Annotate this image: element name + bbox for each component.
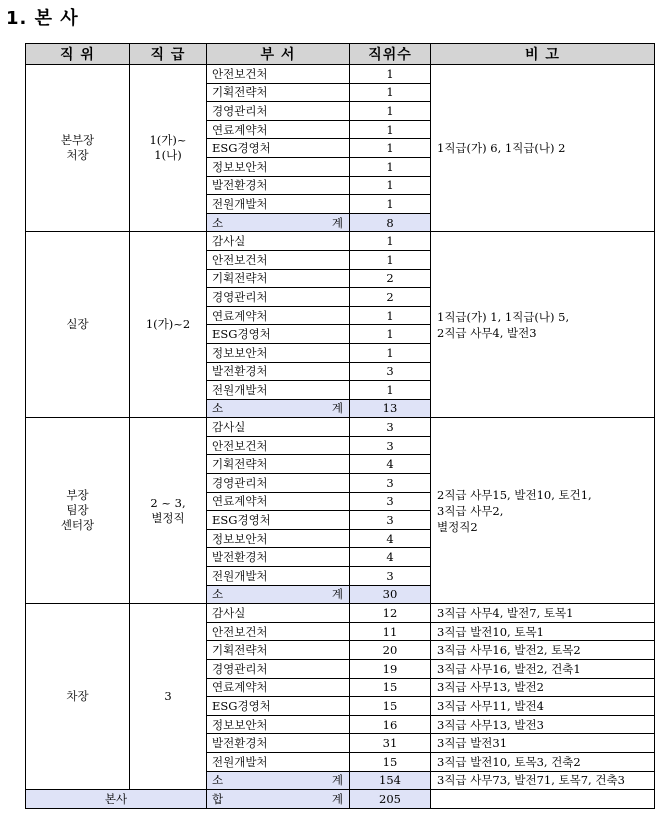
count-cell: 1 [350,102,431,121]
dept-cell: 감사실 [207,604,350,623]
dept-cell: 전원개발처 [207,381,350,400]
grade-cell: 2 ~ 3, 별정직 [130,418,207,604]
note-cell: 3직급 사무16, 발전2, 건축1 [431,660,655,679]
count-cell: 2 [350,288,431,307]
count-cell: 1 [350,83,431,102]
count-cell: 4 [350,529,431,548]
subtotal-label-b: 계 [331,401,343,416]
dept-cell: 안전보건처 [207,436,350,455]
grade-cell: 1(가)~ 1(나) [130,65,207,232]
dept-cell: 연료계약처 [207,306,350,325]
subtotal-label-a: 소 [212,773,224,788]
note-cell: 3직급 사무4, 발전7, 토목1 [431,604,655,623]
total-note [431,790,655,809]
header-note: 비 고 [431,44,655,65]
note-cell: 3직급 발전10, 토목3, 건축2 [431,752,655,771]
subtotal-label-a: 합 [212,791,224,806]
count-cell: 1 [350,65,431,84]
dept-cell: 연료계약처 [207,678,350,697]
count-cell: 4 [350,548,431,567]
count-cell: 3 [350,362,431,381]
dept-cell: 정보보안처 [207,157,350,176]
subtotal-label [207,585,350,604]
dept-cell: ESG경영처 [207,511,350,530]
count-cell: 4 [350,455,431,474]
dept-cell: 기획전략처 [207,455,350,474]
total-row [26,790,655,809]
dept-cell: 감사실 [207,418,350,437]
dept-cell: 전원개발처 [207,752,350,771]
subtotal-label [207,771,350,790]
subtotal-note: 3직급 사무73, 발전71, 토목7, 건축3 [431,771,655,790]
count-cell: 15 [350,752,431,771]
grade-cell: 1(가)~2 [130,232,207,418]
dept-cell: 정보보안처 [207,715,350,734]
subtotal-label [207,213,350,232]
dept-cell: 기획전략처 [207,269,350,288]
count-cell: 1 [350,381,431,400]
count-cell: 31 [350,734,431,753]
dept-cell: 경영관리처 [207,288,350,307]
dept-cell: 안전보건처 [207,65,350,84]
subtotal-label-a: 소 [212,587,224,602]
subtotal-count: 13 [350,399,431,418]
position-cell: 본부장 처장 [26,65,130,232]
total-count: 205 [350,790,431,809]
dept-cell: 안전보건처 [207,250,350,269]
dept-cell: 경영관리처 [207,102,350,121]
dept-cell: 발전환경처 [207,176,350,195]
count-cell: 1 [350,195,431,214]
table-row [26,418,655,437]
subtotal-label-b: 계 [331,773,343,788]
dept-cell: 전원개발처 [207,195,350,214]
count-cell: 3 [350,511,431,530]
count-cell: 1 [350,250,431,269]
count-cell: 3 [350,492,431,511]
note-cell: 1직급(가) 6, 1직급(나) 2 [431,65,655,232]
dept-cell: 경영관리처 [207,474,350,493]
count-cell: 2 [350,269,431,288]
dept-cell: 감사실 [207,232,350,251]
header-grade: 직 급 [130,44,207,65]
note-cell: 3직급 발전31 [431,734,655,753]
note-cell: 1직급(가) 1, 1직급(나) 5, 2직급 사무4, 발전3 [431,232,655,418]
subtotal-label-b: 계 [331,791,343,806]
dept-cell: 기획전략처 [207,641,350,660]
grade-cell: 3 [130,604,207,790]
dept-cell: 정보보안처 [207,529,350,548]
note-cell: 3직급 발전10, 토목1 [431,622,655,641]
dept-cell: 정보보안처 [207,343,350,362]
dept-cell: 안전보건처 [207,622,350,641]
table-row [26,65,655,84]
dept-cell: 전원개발처 [207,567,350,586]
note-cell: 3직급 사무16, 발전2, 토목2 [431,641,655,660]
count-cell: 1 [350,120,431,139]
dept-cell: 발전환경처 [207,548,350,567]
count-cell: 15 [350,697,431,716]
count-cell: 16 [350,715,431,734]
subtotal-label [207,790,350,809]
note-cell: 3직급 사무13, 발전3 [431,715,655,734]
table-body [26,65,655,809]
count-cell: 3 [350,436,431,455]
subtotal-count: 8 [350,213,431,232]
count-cell: 12 [350,604,431,623]
dept-cell: ESG경영처 [207,325,350,344]
dept-cell: ESG경영처 [207,697,350,716]
note-cell: 2직급 사무15, 발전10, 토건1, 3직급 사무2, 별정직2 [431,418,655,604]
count-cell: 1 [350,232,431,251]
position-table [25,43,655,809]
total-label: 본사 [26,790,207,809]
subtotal-count: 154 [350,771,431,790]
count-cell: 11 [350,622,431,641]
count-cell: 20 [350,641,431,660]
count-cell: 3 [350,418,431,437]
note-cell: 3직급 사무11, 발전4 [431,697,655,716]
count-cell: 15 [350,678,431,697]
dept-cell: 기획전략처 [207,83,350,102]
subtotal-label [207,399,350,418]
position-cell: 차장 [26,604,130,790]
dept-cell: 경영관리처 [207,660,350,679]
count-cell: 1 [350,157,431,176]
count-cell: 3 [350,474,431,493]
dept-cell: 발전환경처 [207,362,350,381]
dept-cell: 연료계약처 [207,120,350,139]
count-cell: 3 [350,567,431,586]
subtotal-label-b: 계 [331,215,343,230]
count-cell: 1 [350,343,431,362]
header-dept: 부 서 [207,44,350,65]
count-cell: 1 [350,325,431,344]
header-row [26,44,655,65]
table-row [26,232,655,251]
position-cell: 부장 팀장 센터장 [26,418,130,604]
count-cell: 1 [350,176,431,195]
subtotal-count: 30 [350,585,431,604]
header-position: 직 위 [26,44,130,65]
dept-cell: ESG경영처 [207,139,350,158]
note-cell: 3직급 사무13, 발전2 [431,678,655,697]
count-cell: 1 [350,306,431,325]
dept-cell: 연료계약처 [207,492,350,511]
header-count: 직위수 [350,44,431,65]
page-title: 1. 본 사 [6,8,79,29]
subtotal-label-a: 소 [212,215,224,230]
count-cell: 1 [350,139,431,158]
position-cell: 실장 [26,232,130,418]
subtotal-label-b: 계 [331,587,343,602]
table-row [26,604,655,623]
subtotal-label-a: 소 [212,401,224,416]
count-cell: 19 [350,660,431,679]
dept-cell: 발전환경처 [207,734,350,753]
